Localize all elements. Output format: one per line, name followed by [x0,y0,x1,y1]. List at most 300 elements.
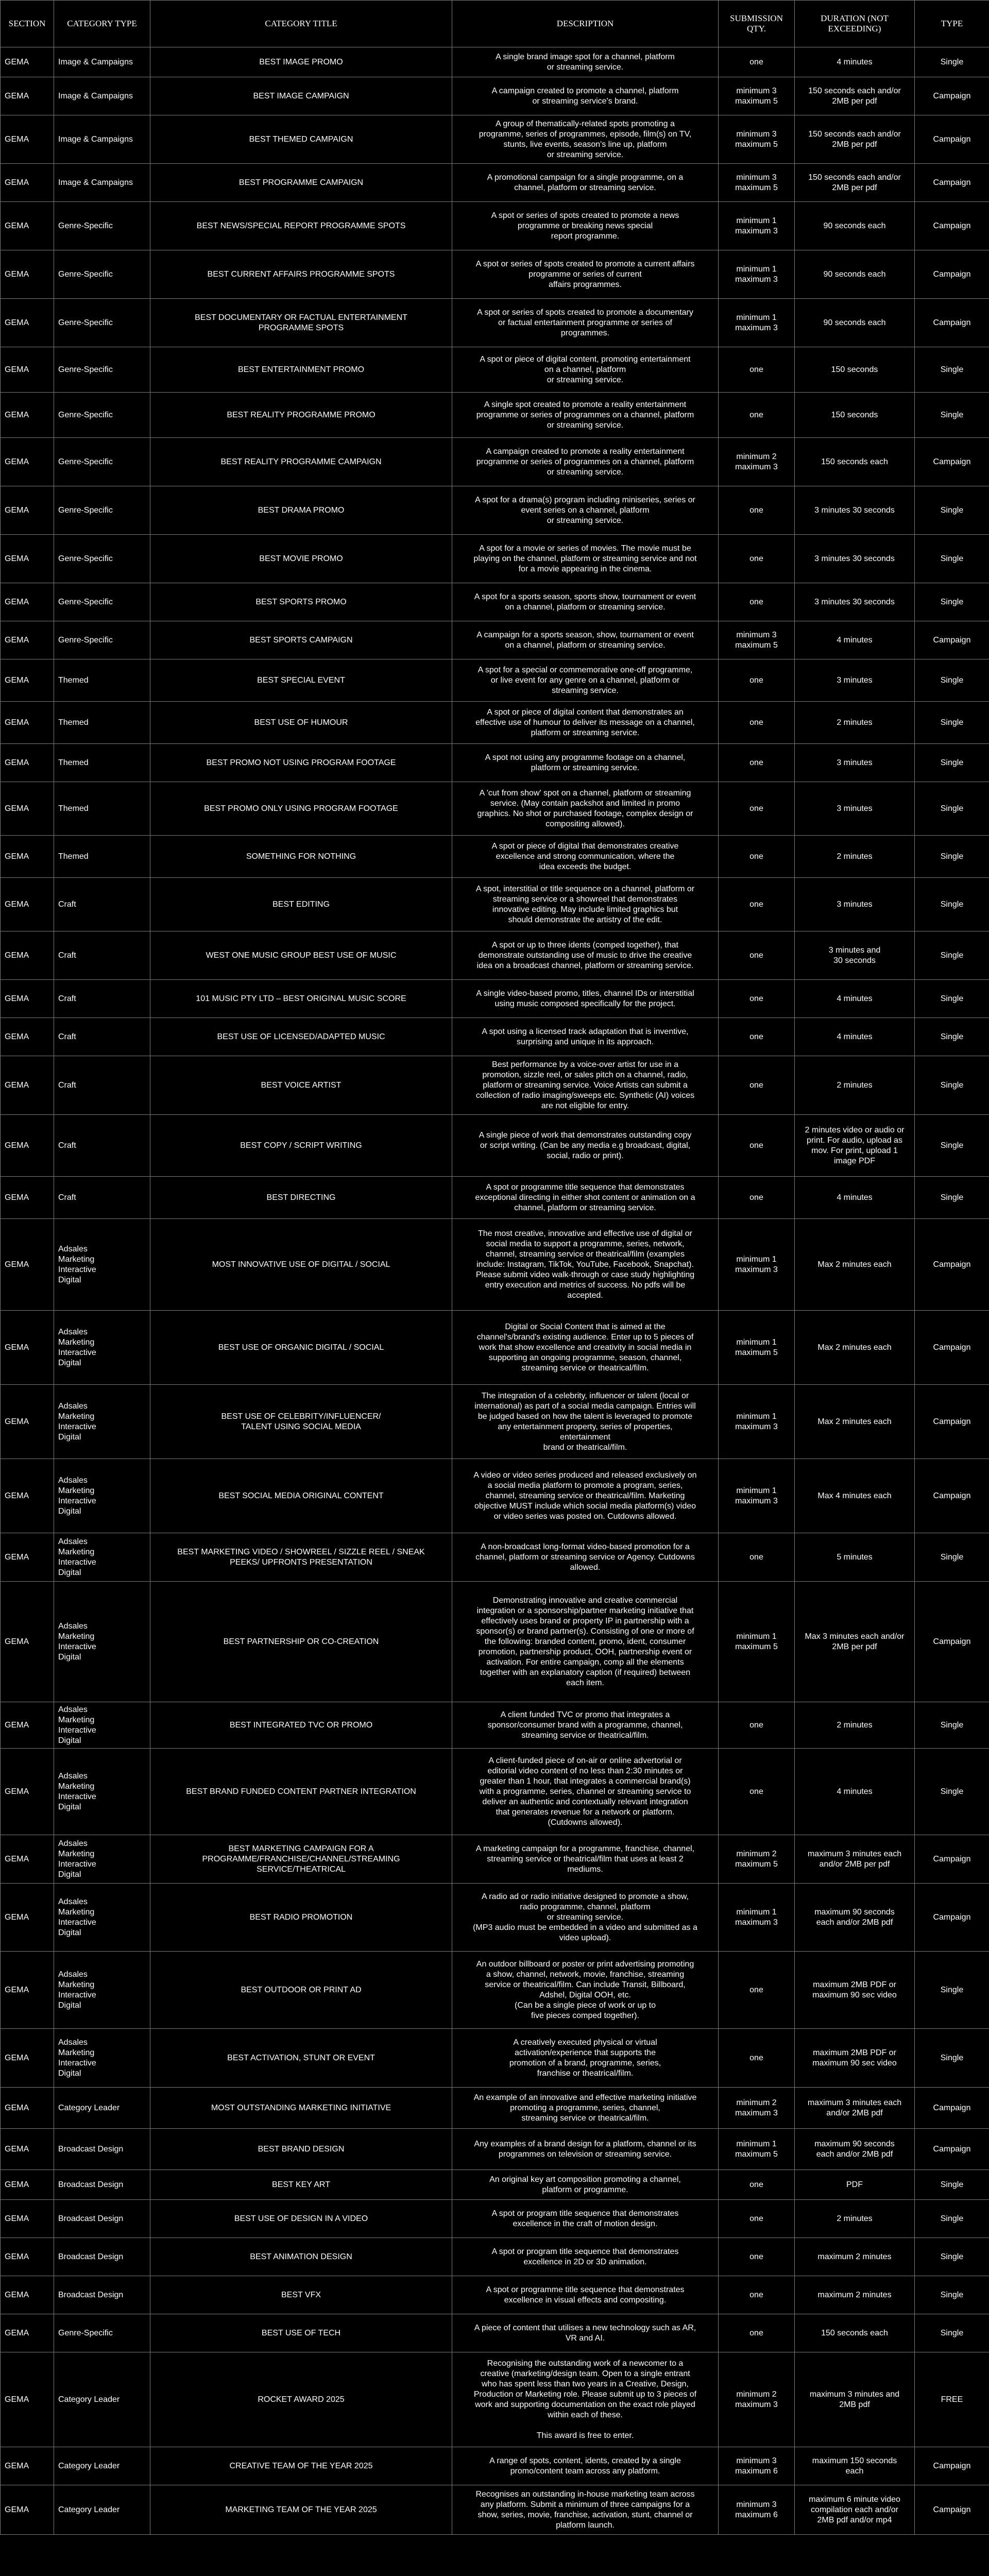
submission-qty-cell-line: minimum 1 [736,264,777,274]
description-cell-line: integration or a sponsorship/partner marketing initiative that [476,1606,694,1615]
category-title-cell-line: PEEKS/ UPFRONTS PRESENTATION [230,1557,372,1567]
description-cell-line: An original key art composition promoting a channel, [489,2175,681,2184]
description-cell-line: within each of these. [548,2410,623,2419]
duration-cell [795,1459,915,1533]
table-row [1,1219,989,1311]
submission-qty-cell-line: minimum 2 [736,2389,777,2399]
category-title-cell [150,702,452,744]
category-type-cell [54,2200,150,2238]
submission-qty-cell-line: one [749,951,763,960]
category-title-cell [150,931,452,980]
submission-qty-cell-line: maximum 5 [735,140,778,149]
table-row [1,2238,989,2276]
submission-qty-cell [719,2170,795,2200]
description-cell-line: A spot not using any programme footage on a channel, [485,753,686,762]
submission-qty-cell [719,164,795,202]
description-cell [452,2238,719,2276]
category-type-cell-line: Adsales [58,2038,88,2047]
submission-qty-cell [719,878,795,931]
description-cell [452,1385,719,1459]
duration-cell-line: 150 seconds each [821,457,888,466]
duration-cell-line: 2MB per pdf [832,96,877,106]
submission-qty-cell [719,47,795,77]
duration-cell [795,2200,915,2238]
category-type-cell [54,878,150,931]
submission-qty-cell [719,1018,795,1056]
duration-cell [795,1582,915,1702]
description-cell-line: streaming service or theatrical/film. [521,1731,649,1740]
duration-cell [795,931,915,980]
category-type-cell-line: Marketing [58,1412,95,1421]
category-type-cell-line: Digital [58,1358,81,1367]
category-type-cell [54,744,150,782]
category-title-cell-line: ROCKET AWARD 2025 [258,2395,345,2404]
type-cell: Campaign [915,438,989,486]
duration-cell-line: 3 minutes [837,804,873,813]
table-row [1,347,989,393]
description-cell-line: streaming service or theatrical/film. [521,2113,649,2123]
category-type-cell [54,164,150,202]
table-row [1,583,989,621]
description-cell-line: channel, platform or streaming service. [514,1203,656,1212]
submission-qty-cell [719,2200,795,2238]
category-type-cell-line: Marketing [58,1782,95,1791]
section-cell: GEMA [1,164,54,202]
category-type-cell-line: Adsales [58,1621,88,1631]
description-cell-line: A single video-based promo, titles, channel IDs or interstitial [476,989,694,998]
description-cell [452,1582,719,1702]
category-title-cell-line: WEST ONE MUSIC GROUP BEST USE OF MUSIC [206,951,397,960]
description-cell-line: any platform. Submit a minimum of three campaigns for a [480,2500,690,2509]
description-cell-line: A 'cut from show' spot on a channel, platform or streaming [479,788,691,798]
submission-qty-cell [719,1177,795,1219]
submission-qty-cell-line: minimum 1 [736,216,777,225]
category-title-cell-line: BEST USE OF ORGANIC DIGITAL / SOCIAL [218,1343,384,1352]
section-cell: GEMA [1,1385,54,1459]
duration-cell-line: 2MB pdf and/or mp4 [817,2515,892,2524]
description-cell-line: report programme. [551,231,620,241]
table-row [1,744,989,782]
category-title-cell-line: BEST THEMED CAMPAIGN [249,134,353,144]
category-title-cell-line: BEST PROGRAMME CAMPAIGN [238,178,364,187]
submission-qty-cell-line: minimum 1 [736,313,777,322]
duration-cell [795,1884,915,1952]
duration-cell-line: maximum 2MB PDF or [813,1980,896,1989]
submission-qty-cell-line: minimum 1 [736,1632,777,1641]
table-row [1,621,989,659]
description-cell-line: each item. [566,1678,604,1687]
category-title-cell-line: MARKETING TEAM OF THE YEAR 2025 [225,2505,377,2514]
category-type-cell-line: Genre-Specific [58,457,113,466]
category-title-cell [150,202,452,250]
duration-cell-line: maximum 90 sec video [812,2058,897,2067]
category-title-cell [150,1952,452,2029]
submission-qty-cell [719,2238,795,2276]
duration-cell-line: maximum 2 minutes [817,2252,892,2261]
description-cell-line: A single brand image spot for a channel, platform [496,52,675,61]
category-title-cell-line: BEST BRAND FUNDED CONTENT PARTNER INTEGRATION [186,1787,416,1796]
duration-cell-line: 3 minutes 30 seconds [814,554,895,563]
category-title-cell [150,393,452,438]
category-title-cell [150,2129,452,2170]
description-cell-line: graphics. No shot or purchased footage, complex design or [477,809,693,818]
duration-cell-line: 150 seconds each and/or [808,173,901,182]
description-cell-line: that generates revenue for a network or platform. [496,1807,675,1817]
category-title-cell-line: BEST PARTNERSHIP OR CO-CREATION [223,1637,379,1646]
submission-qty-cell-line: one [749,1141,763,1150]
type-cell: FREE [915,2352,989,2447]
duration-cell [795,1952,915,2029]
description-cell-line: collection of radio imaging/sweeps etc. Synthetic (AI) voices [475,1091,695,1100]
category-title-cell [150,1749,452,1835]
description-cell [452,1115,719,1177]
category-title-cell-line: BEST INTEGRATED TVC OR PROMO [229,1720,373,1730]
submission-qty-cell [719,347,795,393]
section-cell: GEMA [1,1177,54,1219]
type-cell: Campaign [915,2447,989,2485]
submission-qty-cell [719,1884,795,1952]
category-type-cell-line: Marketing [58,1337,95,1347]
duration-cell-line: Max 3 minutes each and/or [805,1632,905,1641]
duration-cell-line: 150 seconds [831,410,878,419]
submission-qty-cell [719,1385,795,1459]
description-cell [452,1702,719,1749]
type-cell: Single [915,878,989,931]
category-type-cell-line: Craft [58,1080,76,1090]
duration-cell-line: maximum 2MB PDF or [813,2048,896,2057]
type-cell: Single [915,1056,989,1115]
category-type-cell-line: Image & Campaigns [58,91,133,100]
description-cell-line: excellence in 2D or 3D animation. [523,2257,647,2266]
category-type-cell [54,438,150,486]
submission-qty-cell-line: maximum 3 [735,275,778,284]
section-cell: GEMA [1,115,54,164]
duration-cell-line: and/or 2MB per pdf [819,1859,890,1869]
submission-qty-cell [719,486,795,535]
duration-cell-line: 150 seconds [831,365,878,374]
category-type-cell-line: Adsales [58,1537,88,1546]
category-type-cell-line: Marketing [58,1632,95,1641]
description-cell-line: programmes on television or streaming service. [498,2149,672,2159]
submission-qty-cell-line: maximum 3 [735,2400,778,2409]
category-title-cell [150,486,452,535]
description-cell [452,931,719,980]
submission-qty-cell-line: one [749,852,763,861]
type-cell: Campaign [915,2129,989,2170]
description-cell [452,2200,719,2238]
description-cell-line: Digital or Social Content that is aimed at the [505,1322,666,1331]
category-type-cell [54,2276,150,2314]
category-type-cell-line: Category Leader [58,2395,120,2404]
category-title-cell-line: BEST COPY / SCRIPT WRITING [240,1141,362,1150]
duration-cell [795,2029,915,2088]
submission-qty-cell-line: one [749,597,763,606]
type-cell: Single [915,347,989,393]
category-title-cell [150,1385,452,1459]
description-cell-line: service or theatrical/film. Can include Transit, Billboard, [485,1980,686,1989]
header-category-title: CATEGORY TITLE [150,1,452,47]
description-cell-line: or streaming service. [547,62,624,72]
duration-cell [795,2314,915,2352]
description-cell-line: A promotional campaign for a single programme, on a [487,173,684,182]
table-row [1,980,989,1018]
category-title-cell-line: 101 MUSIC PTY LTD – BEST ORIGINAL MUSIC SCORE [196,994,406,1003]
description-cell-line: entry execution and metrics of success. No pdfs will be [485,1280,686,1290]
table-row [1,164,989,202]
type-cell: Campaign [915,2088,989,2129]
submission-qty-cell-line: one [749,365,763,374]
description-cell-line: a social media platform to promote a program, series, [487,1481,683,1490]
category-type-cell [54,1177,150,1219]
description-cell-line: channel, platform or streaming service. [514,183,656,192]
category-type-cell-line: Category Leader [58,2461,120,2470]
category-type-cell-line: Genre-Specific [58,318,113,327]
duration-cell [795,2485,915,2535]
table-row [1,2447,989,2485]
category-type-cell-line: Marketing [58,1907,95,1917]
table-row [1,1115,989,1177]
description-cell [452,438,719,486]
section-cell: GEMA [1,1018,54,1056]
description-cell [452,980,719,1018]
description-cell [452,299,719,347]
submission-qty-cell [719,2485,795,2535]
type-cell: Single [915,2029,989,2088]
description-cell [452,659,719,702]
section-cell: GEMA [1,486,54,535]
description-cell-line: show, series, movie, franchise, activation, stunt, channel or [478,2510,693,2519]
category-title-cell-line: BEST RADIO PROMOTION [249,1912,353,1922]
description-cell-line: sponsor(s) or brand partner(s). Consisting of one or more of [476,1626,694,1636]
description-cell-line: social, radio or print). [547,1151,624,1160]
submission-qty-cell [719,2029,795,2088]
category-type-cell-line: Interactive [58,1990,96,1999]
category-title-cell-line: BEST CURRENT AFFAIRS PROGRAMME SPOTS [207,269,395,279]
table-row [1,486,989,535]
duration-cell-line: maximum 150 seconds [812,2456,897,2465]
header-duration: DURATION (NOT EXCEEDING) [795,1,915,47]
submission-qty-cell [719,202,795,250]
description-cell-line: effectively uses brand or property IP in partnership with a [481,1616,689,1625]
submission-qty-cell-line: maximum 3 [735,1265,778,1274]
description-cell-line: A single spot created to promote a reality entertainment [484,400,687,409]
category-title-cell-line: PROGRAMME SPOTS [258,323,344,332]
table-row [1,2485,989,2535]
description-cell-line: channel, streaming service or theatrical/film (examples [486,1249,685,1259]
section-cell: GEMA [1,393,54,438]
description-cell-line: The integration of a celebrity, influencer or talent (local or [481,1391,689,1400]
duration-cell [795,1115,915,1177]
submission-qty-cell [719,1115,795,1177]
description-cell [452,2129,719,2170]
section-cell: GEMA [1,1884,54,1952]
description-cell-line: supporting an ongoing programme, season, channel, [488,1353,682,1362]
category-title-cell [150,2088,452,2129]
category-type-cell-line: Adsales [58,1970,88,1979]
category-type-cell-line: Interactive [58,1557,96,1567]
category-title-cell [150,2447,452,2485]
description-cell [452,1056,719,1115]
duration-cell-line: 2 minutes [837,1720,873,1730]
category-type-cell-line: Digital [58,2001,81,2010]
duration-cell-line: 4 minutes [837,635,873,645]
category-title-cell-line: BEST USE OF HUMOUR [254,718,348,727]
duration-cell [795,486,915,535]
description-cell-line: A video or video series produced and released exclusively on [473,1470,697,1480]
description-cell-line: with a programme, series, channel or streaming service to [479,1787,691,1796]
category-title-cell-line: BEST BRAND DESIGN [258,2144,345,2154]
duration-cell [795,299,915,347]
duration-cell-line: 150 seconds each and/or [808,86,901,95]
description-cell-line: A spot or program title sequence that demonstrates [491,2247,679,2256]
category-type-cell [54,1056,150,1115]
description-cell-line: A spot or series of spots created to promote a news [491,211,679,220]
description-cell [452,1884,719,1952]
section-cell: GEMA [1,1702,54,1749]
category-type-cell-line: Craft [58,1032,76,1041]
description-cell-line: promoting a programme, series, channel, [510,2103,660,2112]
description-cell-line: franchise or theatrical/film. [537,2069,634,2078]
submission-qty-cell [719,1582,795,1702]
category-type-cell-line: Adsales [58,1705,88,1714]
description-cell-line: a show, channel, network, movie, franchise, streaming [486,1970,685,1979]
category-type-cell-line: Adsales [58,1476,88,1485]
submission-qty-cell-line: maximum 6 [735,2510,778,2519]
submission-qty-cell [719,836,795,878]
duration-cell-line: each [845,2466,864,2476]
type-cell: Campaign [915,115,989,164]
category-title-cell-line: BEST SPECIAL EVENT [257,675,345,685]
description-cell-line: or script writing. (Can be any media e.g broadcast, digital, [480,1141,691,1150]
submission-qty-cell-line: one [749,2053,763,2062]
header-category-type: CATEGORY TYPE [54,1,150,47]
submission-qty-cell-line: minimum 1 [736,2139,777,2148]
category-type-cell-line: Craft [58,1193,76,1202]
description-cell-line: Adshel, Digital OOH, etc. [539,1990,631,1999]
category-type-cell-line: Interactive [58,1496,96,1505]
category-title-cell-line: BEST USE OF DESIGN IN A VIDEO [234,2214,368,2223]
type-cell: Campaign [915,1835,989,1884]
description-cell-line: A non-broadcast long-format video-based promotion for a [481,1542,690,1551]
duration-cell-line: 90 seconds each [823,318,886,327]
table-row [1,535,989,583]
description-cell-line: playing on the channel, platform or streaming service and not [473,554,697,563]
description-cell-line: platform or streaming service. Voice Artists can submit a [483,1080,688,1090]
submission-qty-cell [719,744,795,782]
category-type-cell-line: Image & Campaigns [58,178,133,187]
duration-cell [795,1056,915,1115]
type-cell: Single [915,486,989,535]
description-cell-line: promotion, partnership product, OOH, partnership event or [478,1647,692,1656]
description-cell-line: or streaming service. [547,150,624,159]
category-type-cell-line: Broadcast Design [58,2180,124,2189]
header-description: DESCRIPTION [452,1,719,47]
section-cell: GEMA [1,2314,54,2352]
duration-cell [795,621,915,659]
category-type-cell [54,347,150,393]
submission-qty-cell [719,438,795,486]
category-title-cell-line: BEST EDITING [272,900,330,909]
submission-qty-cell-line: maximum 3 [735,1422,778,1431]
description-cell-line: A client-funded piece of on-air or online advertorial or [488,1756,682,1765]
description-cell-line: A client funded TVC or promo that integrates a [500,1710,670,1719]
category-type-cell [54,1702,150,1749]
table-row [1,659,989,702]
description-cell-line: streaming service or theatrical/film that uses at least 2 [487,1854,684,1863]
table-row [1,202,989,250]
description-cell-line: radio programme, channel, platform [520,1902,651,1911]
section-cell: GEMA [1,878,54,931]
section-cell: GEMA [1,250,54,299]
category-title-cell-line: SERVICE/THEATRICAL [257,1865,346,1874]
description-cell [452,1177,719,1219]
duration-cell-line: 3 minutes and [828,945,881,955]
description-cell-line: programme or breaking news special [517,221,653,230]
category-type-cell [54,393,150,438]
category-title-cell-line: BEST NEWS/SPECIAL REPORT PROGRAMME SPOTS [196,221,406,230]
description-cell-line: A spot or series of spots created to promote a documentary [477,308,693,317]
category-title-cell [150,2485,452,2535]
description-cell-line: or video series was posted on. Cutdowns allowed. [493,1512,677,1521]
category-type-cell [54,1311,150,1385]
category-type-cell-line: Marketing [58,1486,95,1495]
category-type-cell [54,980,150,1018]
category-title-cell-line: BEST VFX [281,2290,321,2299]
category-title-cell-line: BEST ANIMATION DESIGN [250,2252,352,2261]
category-type-cell-line: Genre-Specific [58,505,113,515]
category-title-cell [150,878,452,931]
category-type-cell-line: Genre-Specific [58,635,113,645]
description-cell-line: be judged based on how the talent is leveraged to promote [478,1412,693,1421]
description-cell-line: programme or series of current [528,269,642,279]
category-type-cell-line: Interactive [58,1792,96,1801]
category-type-cell [54,535,150,583]
description-cell-line: Production or Marketing role. Please submit up to 3 pieces of [473,2389,697,2399]
duration-cell [795,1702,915,1749]
description-cell [452,1459,719,1533]
duration-cell [795,980,915,1018]
category-type-cell [54,1835,150,1884]
category-title-cell [150,1177,452,1219]
description-cell [452,878,719,931]
duration-cell-line: 2 minutes [837,1080,873,1090]
category-type-cell [54,1952,150,2029]
description-cell-line: A radio ad or radio initiative designed to promote a show, [481,1892,689,1901]
category-type-cell-line: Genre-Specific [58,597,113,606]
category-type-cell-line: Craft [58,951,76,960]
category-title-cell-line: BEST IMAGE CAMPAIGN [253,91,349,100]
category-title-cell [150,782,452,836]
category-type-cell [54,931,150,980]
description-cell-line: A single piece of work that demonstrates outstanding copy [479,1130,692,1140]
description-cell-line: An outdoor billboard or poster or print advertising promoting [476,1959,694,1969]
submission-qty-cell-line: one [749,718,763,727]
type-cell: Single [915,1952,989,2029]
type-cell: Single [915,2314,989,2352]
table-row [1,1952,989,2029]
section-cell: GEMA [1,659,54,702]
description-cell [452,202,719,250]
category-type-cell [54,2485,150,2535]
category-type-cell-line: Genre-Specific [58,221,113,230]
description-cell-line: work that show excellence and creativity in social media in [479,1343,692,1352]
table-row [1,250,989,299]
submission-qty-cell-line: one [749,1080,763,1090]
submission-qty-cell-line: minimum 3 [736,86,777,95]
category-title-cell-line: BEST DRAMA PROMO [258,505,345,515]
category-title-cell-line: BEST SOCIAL MEDIA ORIGINAL CONTENT [218,1491,384,1500]
description-cell [452,347,719,393]
